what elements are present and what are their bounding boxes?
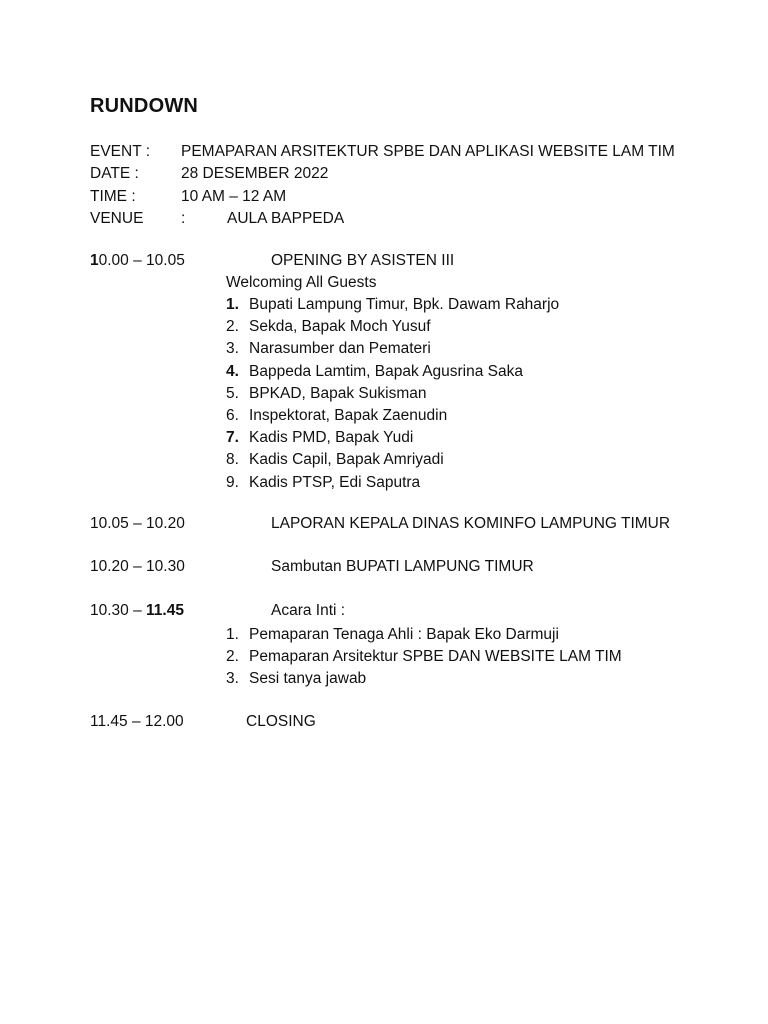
list-item-number: 3.: [226, 340, 239, 358]
slot-heading: CLOSING: [246, 713, 316, 730]
list-item-text: Narasumber dan Pemateri: [249, 340, 431, 358]
list-item-number: 4.: [226, 362, 239, 380]
list-item-text: Sekda, Bapak Moch Yusuf: [249, 318, 431, 336]
list-item-number: 1.: [226, 296, 239, 313]
slot-time: [90, 602, 184, 620]
slot-heading: OPENING BY ASISTEN III: [271, 252, 455, 269]
list-item-number: 2.: [226, 648, 239, 666]
list-item-number: 7.: [226, 429, 239, 447]
venue-colon: :: [181, 209, 186, 227]
slot-time-rest: 10.30 –: [90, 602, 147, 619]
list-item-number: 5.: [226, 384, 239, 402]
list-item-number: 8.: [226, 451, 239, 469]
list-item-text: Sesi tanya jawab: [249, 670, 367, 688]
event-label: EVENT :: [90, 143, 151, 160]
slot-heading: LAPORAN KEPALA DINAS KOMINFO LAMPUNG TIMUR: [271, 515, 671, 532]
list-item-number: 9.: [226, 473, 239, 491]
list-item-text: Pemaparan Arsitektur SPBE DAN WEBSITE LAM TIM: [249, 648, 622, 666]
venue-value: AULA BAPPEDA: [227, 209, 345, 227]
list-item-text: Kadis PTSP, Edi Saputra: [249, 473, 421, 491]
list-item-text: Pemaparan Tenaga Ahli : Bapak Eko Darmuji: [249, 626, 559, 643]
welcoming-subheading: Welcoming All Guests: [226, 274, 377, 291]
list-item-text: Bupati Lampung Timur, Bpk. Dawam Raharjo: [249, 296, 560, 313]
slot-time: 11.45 – 12.00: [90, 713, 184, 730]
event-value: PEMAPARAN ARSITEKTUR SPBE DAN APLIKASI WEBSITE LAM TIM: [181, 143, 675, 160]
list-item-number: 6.: [226, 406, 239, 424]
venue-label: VENUE: [90, 209, 144, 227]
slot-heading: Sambutan BUPATI LAMPUNG TIMUR: [271, 558, 534, 575]
slot-time-bold: 11.45: [146, 602, 184, 619]
list-item-number: 3.: [226, 670, 239, 688]
list-item-text: BPKAD, Bapak Sukisman: [249, 384, 427, 402]
slot-time: 10.20 – 10.30: [90, 558, 185, 575]
list-item-number: 2.: [226, 318, 239, 336]
time-value: 10 AM – 12 AM: [181, 187, 287, 205]
date-value: 28 DESEMBER 2022: [181, 165, 329, 183]
date-label: DATE :: [90, 165, 139, 183]
slot-time: 10.05 – 10.20: [90, 515, 185, 532]
time-label: TIME :: [90, 187, 136, 205]
list-item-text: Bappeda Lamtim, Bapak Agusrina Saka: [249, 362, 524, 380]
list-item-text: Inspektorat, Bapak Zaenudin: [249, 406, 448, 424]
slot-time-bold: 1: [90, 252, 99, 269]
slot-heading: Acara Inti :: [271, 602, 346, 619]
slot-time: [90, 252, 185, 270]
slot-time-rest: 0.00 – 10.05: [98, 252, 185, 269]
list-item-text: Kadis Capil, Bapak Amriyadi: [249, 451, 444, 469]
list-item-text: Kadis PMD, Bapak Yudi: [249, 429, 414, 447]
list-item-number: 1.: [226, 626, 239, 643]
document-title: RUNDOWN: [90, 95, 199, 117]
